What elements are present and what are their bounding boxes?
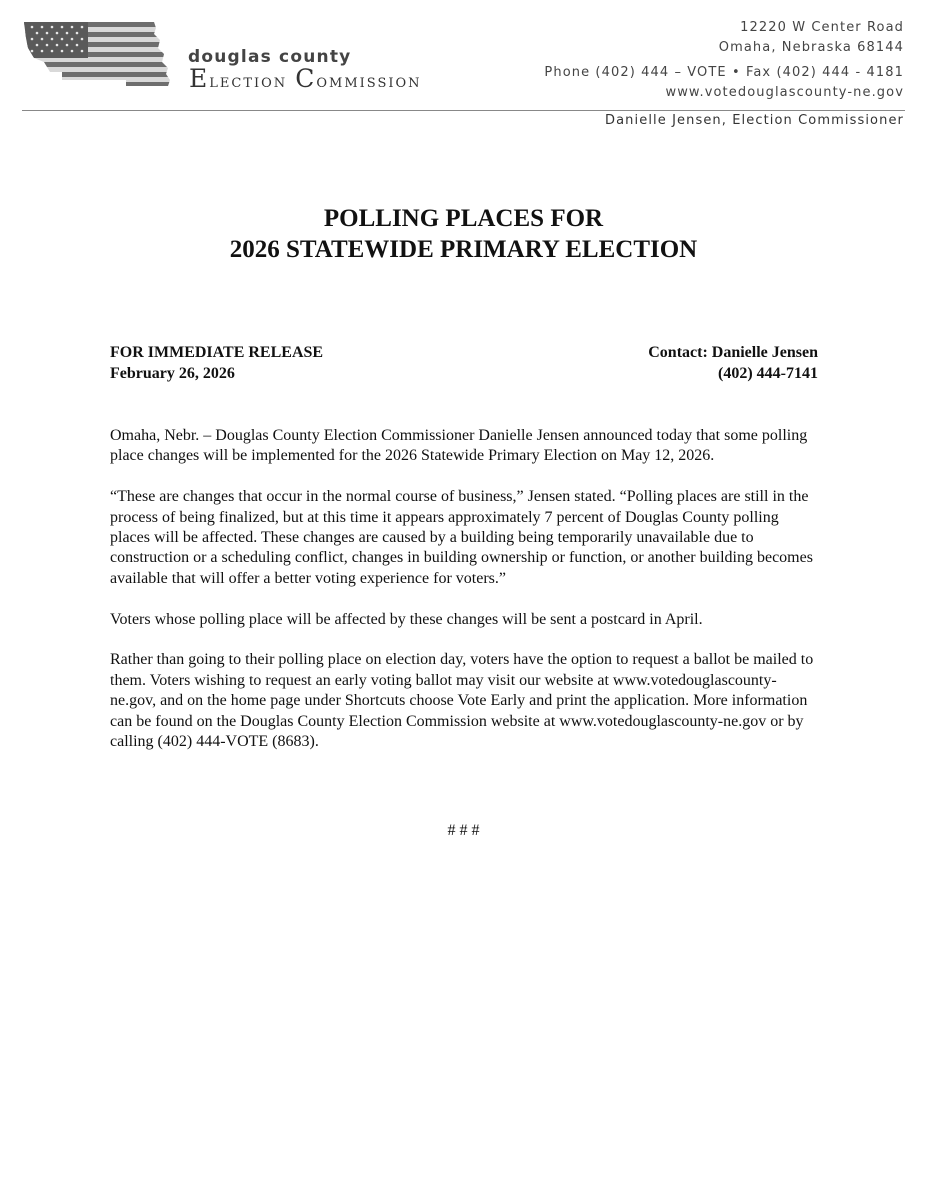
contact-phone: (402) 444-7141 — [718, 365, 818, 382]
contact-block — [544, 18, 904, 103]
commissioner-name: Danielle Jensen, Election Commissioner — [605, 113, 904, 128]
contact-info — [648, 342, 818, 384]
end-mark: # # # — [447, 822, 480, 839]
paragraph-quote: “These are changes that occur in the normal course of business,” Jensen stated. “Polling places are still in the process of being finalized, but at this time it appears approximately 7 percent of Douglas County polling places will be affected. These changes are caused by a building being temporarily unavailable due to construction or a scheduling conflict, changes in building ownership or function, or another building becomes available that will offer a better voting experience for voters.” — [110, 488, 813, 587]
contact-label: Contact: Danielle Jensen — [648, 344, 818, 361]
org-name-line1: douglas county — [188, 47, 352, 67]
website-link[interactable]: www.votedouglascounty-ne.gov — [665, 85, 904, 100]
org-word-election-rest: lection — [209, 70, 288, 92]
release-label: FOR IMMEDIATE RELEASE — [110, 344, 324, 361]
phone-fax: Phone (402) 444 – VOTE • Fax (402) 444 - 4181 — [544, 65, 904, 80]
organization-name — [188, 48, 422, 94]
release-info — [110, 342, 323, 384]
org-initial-c: C — [295, 64, 317, 93]
org-initial-e: E — [189, 64, 210, 93]
paragraph-postcard: Voters whose polling place will be affected by these changes will be sent a postcard in April. — [110, 610, 703, 628]
press-release-body — [110, 426, 820, 773]
paragraph-early-voting: Rather than going to their polling place on election day, voters have the option to request a ballot be mailed to them. Voters wishing to request an early voting ballot may visit our website at www.votedouglascounty-ne.gov, and on the home page under Shortcuts choose Vote Early and print the application. More information can be found on the Douglas County Election Commission website at www.votedouglascounty-ne.gov or by calling (402) 444-VOTE (8683). — [110, 651, 814, 751]
release-date: February 26, 2026 — [110, 365, 235, 382]
header-divider — [22, 110, 905, 111]
org-word-commission-rest: ommission — [316, 70, 422, 92]
title-line1: POLLING PLACES FOR — [323, 205, 604, 232]
title-line2: 2026 STATEWIDE PRIMARY ELECTION — [229, 236, 698, 263]
document-title — [0, 203, 927, 265]
paragraph-announcement: Omaha, Nebr. – Douglas County Election Commissioner Danielle Jensen announced today that some polling place changes will be implemented for the 2026 Statewide Primary Election on May 12, 2026. — [110, 427, 808, 465]
address-city: Omaha, Nebraska 68144 — [718, 40, 904, 55]
address-street: 12220 W Center Road — [740, 20, 904, 35]
org-name-line2 — [189, 66, 422, 94]
county-flag-logo — [22, 18, 172, 90]
